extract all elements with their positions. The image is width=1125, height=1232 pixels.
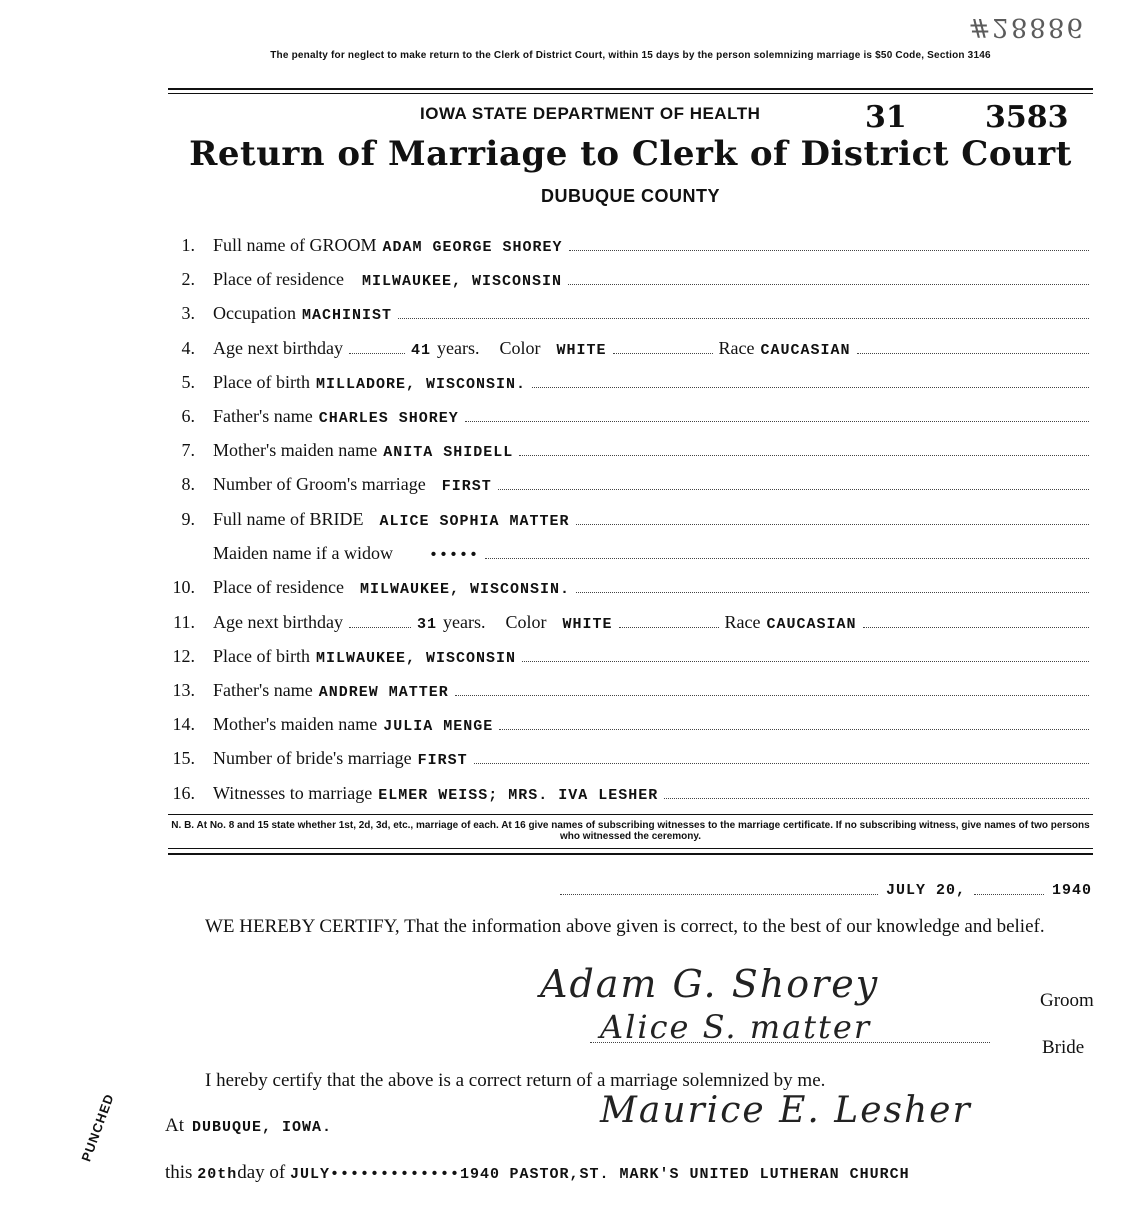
dotted-line	[349, 353, 405, 354]
dotted-line	[398, 318, 1089, 319]
field-number: 12.	[172, 646, 195, 666]
day-of-label: day of	[237, 1162, 286, 1183]
field-number: 15.	[172, 748, 195, 768]
field-label: Place of birth	[213, 372, 310, 392]
field-number: 5.	[181, 372, 195, 392]
field-groom-birthplace	[165, 365, 1095, 393]
field-value: ANITA SHIDELL	[383, 444, 514, 461]
field-number: 10.	[172, 577, 195, 597]
instructions-note: N. B. At No. 8 and 15 state whether 1st, 2d, 3d, etc., marriage of each. At 16 give names of subscribing witnesses to the marriage certificate. If no subscribing witness, give names of two persons who witnessed the ceremony.	[171, 820, 1090, 842]
field-value: MILLADORE, WISCONSIN.	[315, 376, 527, 393]
dotted-line	[349, 627, 411, 628]
officiant-statement: I hereby certify that the above is a correct return of a marriage solemnized by me.	[205, 1070, 826, 1091]
dotted-line	[474, 763, 1089, 764]
field-number: 14.	[172, 714, 195, 734]
field-bride-marriage-number	[165, 741, 1095, 769]
field-number: 9.	[181, 509, 195, 529]
county-name: DUBUQUE COUNTY	[540, 186, 720, 206]
field-label: Number of bride's marriage	[213, 748, 412, 768]
dotted-line	[576, 592, 1089, 593]
color-label: Color	[505, 612, 547, 632]
bride-age: 31	[416, 616, 437, 633]
field-label: Witnesses to marriage	[213, 783, 373, 803]
field-groom-marriage-number	[165, 467, 1095, 495]
field-number: 4.	[181, 338, 195, 358]
bride-race: CAUCASIAN	[766, 616, 857, 633]
date-officiant-line	[165, 1162, 910, 1184]
groom-age: 41	[410, 342, 431, 359]
race-label: Race	[724, 612, 761, 632]
field-groom-father	[165, 399, 1095, 427]
registration-number-left: 31	[865, 100, 907, 135]
dotted-line	[568, 284, 1089, 285]
field-value: ADAM GEORGE SHOREY	[382, 239, 563, 256]
dotted-line	[519, 455, 1089, 456]
field-label: Mother's maiden name	[213, 440, 378, 460]
officiant-title: PASTOR,ST. MARK'S UNITED LUTHERAN CHURCH	[509, 1166, 910, 1183]
groom-signature: Adam G. Shorey	[540, 962, 880, 1006]
officiant-signature: Maurice E. Lesher	[600, 1090, 972, 1131]
bride-signature: Alice S. matter	[600, 1008, 872, 1046]
month-value: JULY•••••••••••••	[289, 1166, 461, 1183]
field-label: Maiden name if a widow	[213, 543, 393, 563]
groom-race: CAUCASIAN	[760, 342, 851, 359]
dotted-line	[664, 798, 1089, 799]
note-rule-bottom-1	[168, 848, 1093, 849]
certification-date	[560, 882, 1092, 899]
date-year: 1940	[1051, 882, 1092, 899]
field-groom-mother	[165, 433, 1095, 461]
dotted-line	[532, 387, 1089, 388]
groom-color: WHITE	[556, 342, 607, 359]
field-value: MILWAUKEE, WISCONSIN.	[359, 581, 570, 598]
field-witnesses	[165, 776, 1095, 804]
field-value: ALICE SOPHIA MATTER	[379, 513, 570, 530]
race-label: Race	[718, 338, 755, 358]
field-bride-residence	[165, 570, 1095, 598]
field-number: 16.	[172, 783, 195, 803]
dotted-line	[522, 661, 1089, 662]
this-label: this	[165, 1162, 193, 1183]
department-name: IOWA STATE DEPARTMENT OF HEALTH	[420, 104, 761, 123]
field-value: •••••	[428, 547, 479, 564]
years-label: years.	[442, 612, 486, 632]
field-value: FIRST	[441, 478, 492, 495]
day-value: 20th	[197, 1166, 238, 1183]
field-label: Father's name	[213, 406, 313, 426]
dotted-line	[857, 353, 1090, 354]
document-title: Return of Marriage to Clerk of District Court	[189, 134, 1072, 174]
punched-stamp: PUNCHED	[78, 1091, 117, 1164]
dotted-line	[576, 524, 1089, 525]
color-label: Color	[499, 338, 541, 358]
dotted-line	[455, 695, 1089, 696]
header-rule-bottom	[168, 93, 1093, 94]
dotted-line	[498, 489, 1089, 490]
dotted-line	[499, 729, 1089, 730]
field-bride-birthplace	[165, 639, 1095, 667]
date-month-day: JULY 20,	[885, 882, 966, 899]
field-value: MACHINIST	[301, 307, 392, 324]
field-label: Age next birthday	[213, 338, 343, 358]
field-value: MILWAUKEE, WISCONSIN	[361, 273, 562, 290]
dotted-line	[485, 558, 1089, 559]
field-label: Number of Groom's marriage	[213, 474, 426, 494]
field-number: 3.	[181, 303, 195, 323]
field-groom-name	[165, 228, 1095, 256]
at-label: At	[165, 1115, 184, 1136]
dotted-line	[569, 250, 1089, 251]
header-rule-top	[168, 88, 1093, 90]
field-bride-name	[165, 502, 1095, 530]
location-value: DUBUQUE, IOWA.	[192, 1119, 333, 1136]
groom-label: Groom	[1040, 990, 1094, 1011]
field-label: Mother's maiden name	[213, 714, 378, 734]
field-value: ELMER WEISS; MRS. IVA LESHER	[378, 787, 659, 804]
field-number: 7.	[181, 440, 195, 460]
field-label: Full name of GROOM	[213, 235, 377, 255]
dotted-line	[560, 894, 878, 895]
field-bride-widow-name	[165, 536, 1095, 564]
field-number: 11.	[173, 612, 195, 632]
field-value: MILWAUKEE, WISCONSIN	[315, 650, 517, 667]
field-label: Place of residence	[213, 269, 344, 289]
field-groom-age-color-race	[165, 331, 1095, 359]
location-line	[165, 1115, 332, 1137]
field-value: CHARLES SHOREY	[318, 410, 459, 427]
field-value: FIRST	[417, 752, 468, 769]
field-label: Place of residence	[213, 577, 344, 597]
certification-statement: WE HEREBY CERTIFY, That the information above given is correct, to the best of our knowledge and belief.	[205, 916, 1045, 937]
field-number: 1.	[181, 235, 195, 255]
bride-label: Bride	[1042, 1037, 1085, 1058]
field-groom-residence	[165, 262, 1095, 290]
field-groom-occupation	[165, 296, 1095, 324]
field-number: 13.	[172, 680, 195, 700]
dotted-line	[619, 627, 719, 628]
field-bride-mother	[165, 707, 1095, 735]
field-number: 2.	[181, 269, 195, 289]
field-value: JULIA MENGE	[383, 718, 494, 735]
field-bride-age-color-race	[165, 605, 1095, 633]
registration-number-right: 3583	[985, 100, 1069, 135]
field-label: Age next birthday	[213, 612, 343, 632]
note-rule-top	[168, 814, 1093, 815]
field-value: ANDREW MATTER	[318, 684, 449, 701]
handwritten-file-number: #28886	[968, 12, 1085, 42]
note-rule-bottom-2	[168, 853, 1093, 855]
year-value: 1940	[460, 1166, 501, 1183]
field-label: Full name of BRIDE	[213, 509, 364, 529]
field-number: 6.	[181, 406, 195, 426]
bride-color: WHITE	[562, 616, 613, 633]
dotted-line	[613, 353, 713, 354]
field-label: Place of birth	[213, 646, 310, 666]
dotted-line	[863, 627, 1090, 628]
years-label: years.	[436, 338, 480, 358]
dotted-line	[974, 894, 1044, 895]
field-bride-father	[165, 673, 1095, 701]
penalty-notice: The penalty for neglect to make return to the Clerk of District Court, within 15 days by the person solemnizing marriage is $50 Code, Section 3146	[270, 50, 991, 61]
field-label: Occupation	[213, 303, 296, 323]
field-label: Father's name	[213, 680, 313, 700]
dotted-line	[465, 421, 1089, 422]
field-number: 8.	[181, 474, 195, 494]
